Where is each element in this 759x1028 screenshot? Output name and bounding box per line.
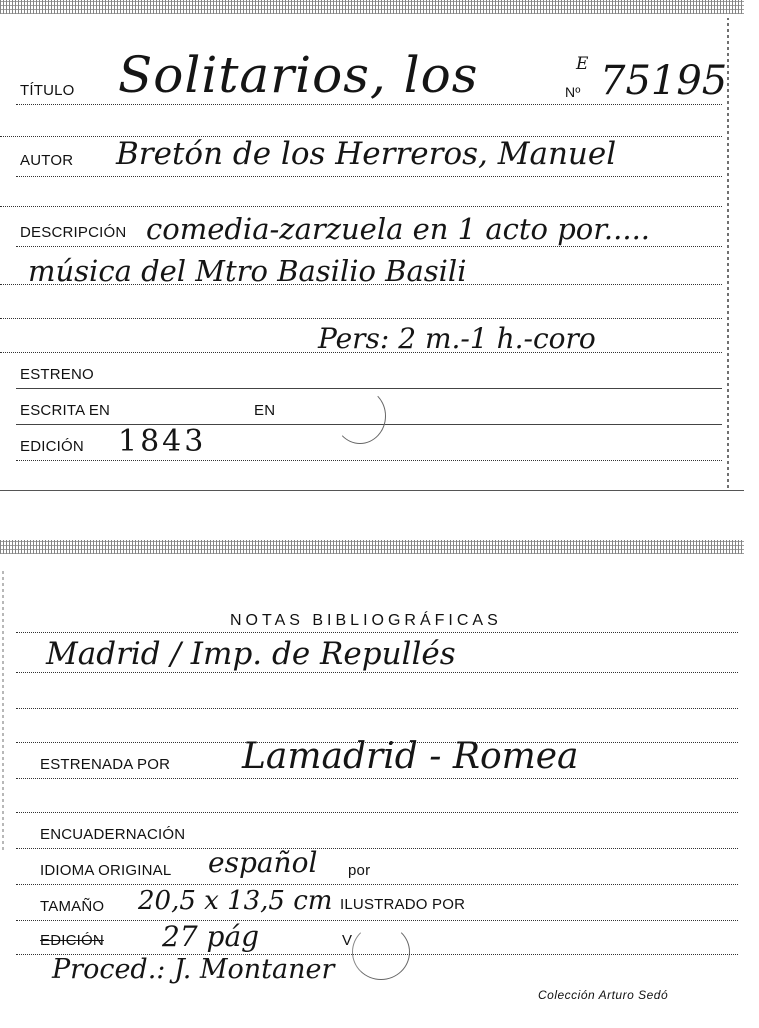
descripcion-label: DESCRIPCIÓN (20, 224, 127, 241)
footer-collection: Colección Arturo Sedó (538, 988, 669, 1002)
rule (0, 206, 722, 207)
ilustrado-label: ILUSTRADO POR (340, 896, 466, 913)
titulo-value: Solitarios, los (118, 46, 479, 104)
catalog-card-back (0, 540, 744, 1028)
autor-label: AUTOR (20, 152, 74, 169)
punch-mark (334, 388, 386, 444)
estreno-label: ESTRENO (20, 366, 94, 383)
numero-value: 75195 (600, 58, 728, 104)
autor-value: Bretón de los Herreros, Manuel (116, 136, 617, 172)
descripcion-line2: música del Mtro Basilio Basili (28, 254, 467, 288)
edicion-back-value: 27 pág (162, 920, 260, 953)
autor-line (16, 176, 722, 177)
proced-value: Proced.: J. Montaner (52, 954, 335, 985)
descripcion-line3: Pers: 2 m.-1 h.-coro (318, 322, 596, 355)
catalog-card-front (0, 0, 744, 500)
tamano-label: TAMAÑO (40, 898, 105, 915)
descripcion-line (16, 246, 722, 247)
estrenada-value: Lamadrid - Romea (242, 736, 579, 777)
titulo-line (16, 104, 722, 105)
rule (16, 848, 738, 849)
tamano-value: 20,5 x 13,5 cm (138, 886, 333, 916)
por-label: por (348, 862, 371, 879)
descripcion-line1: comedia-zarzuela en 1 acto por..... (146, 212, 651, 246)
card-right-edge (727, 18, 729, 488)
edicion-value: 1843 (118, 424, 207, 459)
rule (16, 708, 738, 709)
card-top-edge (0, 0, 744, 14)
notas-heading: NOTAS BIBLIOGRÁFICAS (230, 612, 502, 629)
edicion-back-label: EDICIÓN (40, 932, 104, 949)
estrenada-label: ESTRENADA POR (40, 756, 171, 773)
idioma-label: IDIOMA ORIGINAL (40, 862, 172, 879)
rule (0, 284, 722, 285)
rule (16, 778, 738, 779)
edicion-label: EDICIÓN (20, 438, 84, 455)
rule (16, 920, 738, 921)
card-bottom-edge (0, 490, 744, 491)
edicion-line (16, 460, 722, 461)
en-label: EN (254, 402, 276, 419)
rule (16, 884, 738, 885)
rule (0, 352, 722, 353)
numero-prefix: E (576, 54, 589, 74)
card-top-edge (0, 540, 744, 554)
rule (16, 672, 738, 673)
notas-line1: Madrid / Imp. de Repullés (46, 636, 456, 672)
rule (0, 318, 722, 319)
rule (16, 632, 738, 633)
card-left-edge (2, 570, 4, 850)
v-label: V (342, 932, 353, 949)
idioma-value: español (208, 846, 318, 879)
numero-label: Nº (565, 84, 581, 100)
rule (16, 812, 738, 813)
escrita-label: ESCRITA EN (20, 402, 111, 419)
encuadernacion-label: ENCUADERNACIÓN (40, 826, 186, 843)
titulo-label: TÍTULO (20, 82, 75, 99)
punch-mark (352, 924, 410, 980)
